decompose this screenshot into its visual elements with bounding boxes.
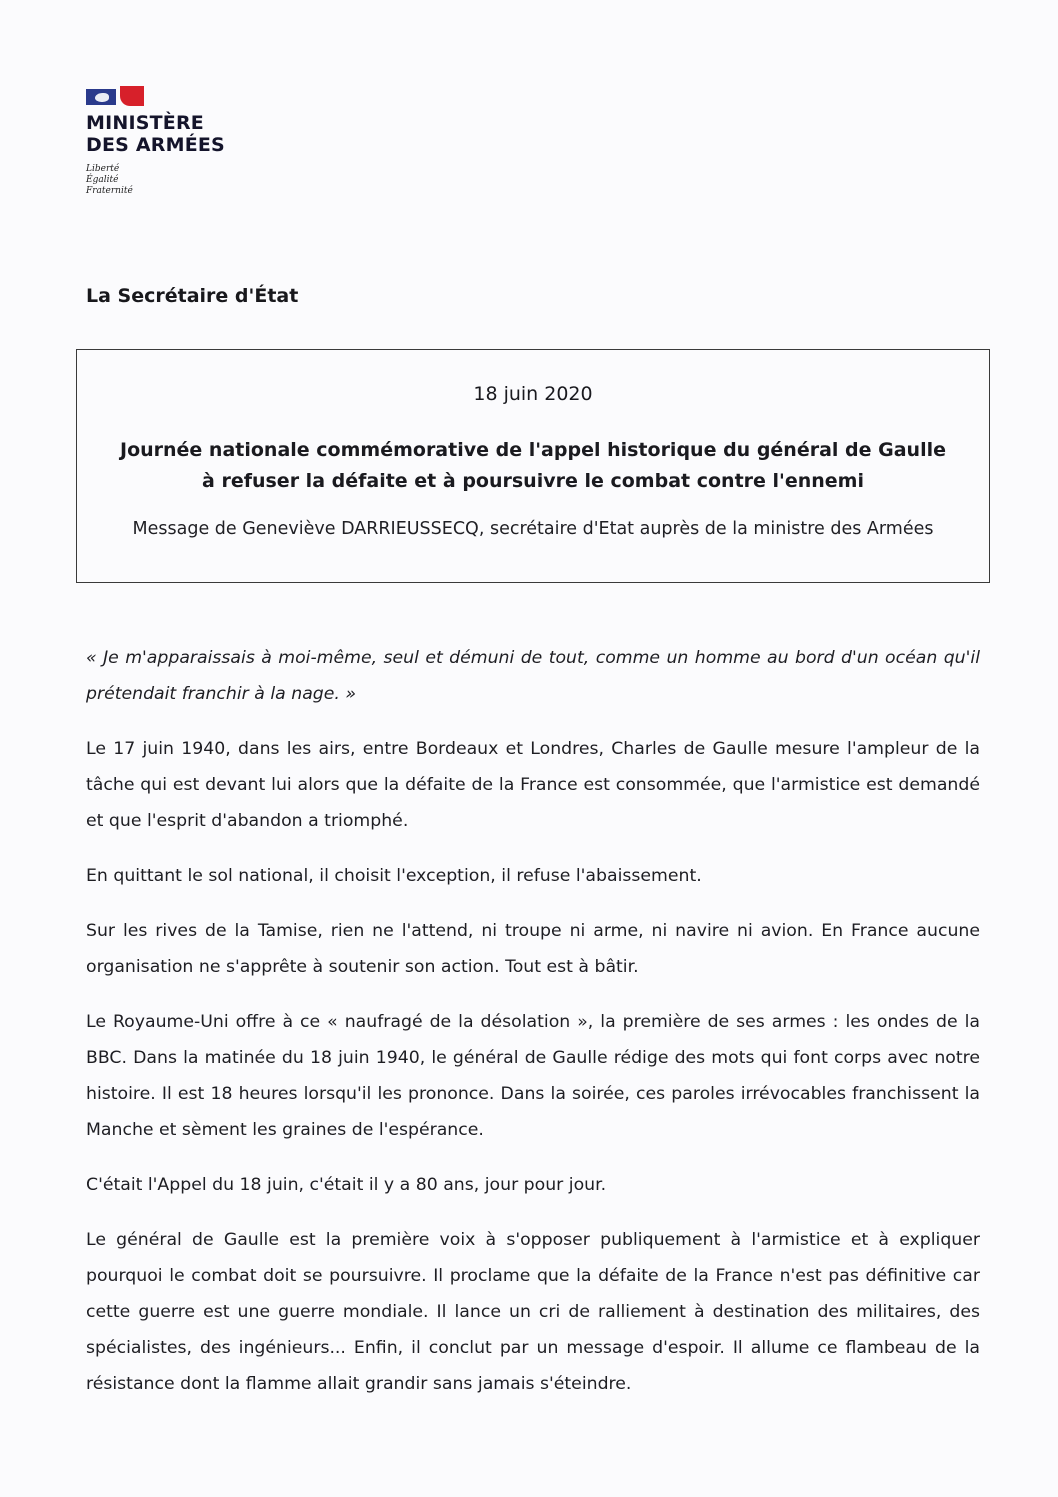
paragraph: En quittant le sol national, il choisit l'exception, il refuse l'abaissement.	[86, 866, 702, 886]
paragraph: Le Royaume-Uni offre à ce « naufragé de la désolation », la première de ses armes : les ondes de la BBC. Dans la matinée du 18 juin 1940, le général de Gaulle rédige des mots qui font corps avec notre histoire. Il est 18 heures lorsqu'il les prononce. Dans la soirée, ces paroles irrévocables franchissent la Manche et sèment les graines de l'espérance.	[86, 1012, 980, 1140]
paragraph: C'était l'Appel du 18 juin, c'était il y a 80 ans, jour pour jour.	[86, 1175, 607, 1195]
signatory-title: La Secrétaire d'État	[86, 285, 299, 307]
motto-liberte: Liberté	[86, 164, 120, 174]
paragraph: Le 17 juin 1940, dans les airs, entre Bordeaux et Londres, Charles de Gaulle mesure l'ampleur de la tâche qui est devant lui alors que la défaite de la France est consommée, que l'armistice est demandé et que l'esprit d'abandon a triomphé.	[86, 739, 980, 831]
document-subtitle: Message de Geneviève DARRIEUSSECQ, secrétaire d'Etat auprès de la ministre des Armées	[132, 519, 934, 539]
paragraph: Sur les rives de la Tamise, rien ne l'attend, ni troupe ni arme, ni navire ni avion. En France aucune organisation ne s'apprête à soutenir son action. Tout est à bâtir.	[86, 921, 980, 977]
marianne-flag-icon	[86, 86, 146, 106]
ministry-logo	[86, 86, 225, 197]
paragraph: Le général de Gaulle est la première voix à s'opposer publiquement à l'armistice et à expliquer pourquoi le combat doit se poursuivre. Il proclame que la défaite de la France n'est pas définitive car cette guerre est une guerre mondiale. Il lance un cri de ralliement à destination des militaires, des spécialistes, des ingénieurs... Enfin, il conclut par un message d'espoir. Il allume ce flambeau de la résistance dont la flamme allait grandir sans jamais s'éteindre.	[86, 1230, 980, 1394]
motto-egalite: Égalité	[86, 175, 119, 185]
ministry-line-2: DES ARMÉES	[86, 134, 225, 156]
motto-fraternite: Fraternité	[86, 186, 133, 196]
ministry-line-1: MINISTÈRE	[86, 112, 204, 134]
document-title: Journée nationale commémorative de l'appel historique du général de Gaulle à refuser la défaite et à poursuivre le combat contre l'ennemi	[120, 439, 946, 492]
document-date: 18 juin 2020	[473, 383, 593, 405]
message-body	[86, 640, 980, 1421]
title-box	[76, 349, 990, 583]
republic-motto	[86, 164, 225, 197]
opening-quote: « Je m'apparaissais à moi-même, seul et démuni de tout, comme un homme au bord d'un océan qu'il prétendait franchir à la nage. »	[86, 648, 980, 704]
ministry-name	[86, 112, 225, 156]
